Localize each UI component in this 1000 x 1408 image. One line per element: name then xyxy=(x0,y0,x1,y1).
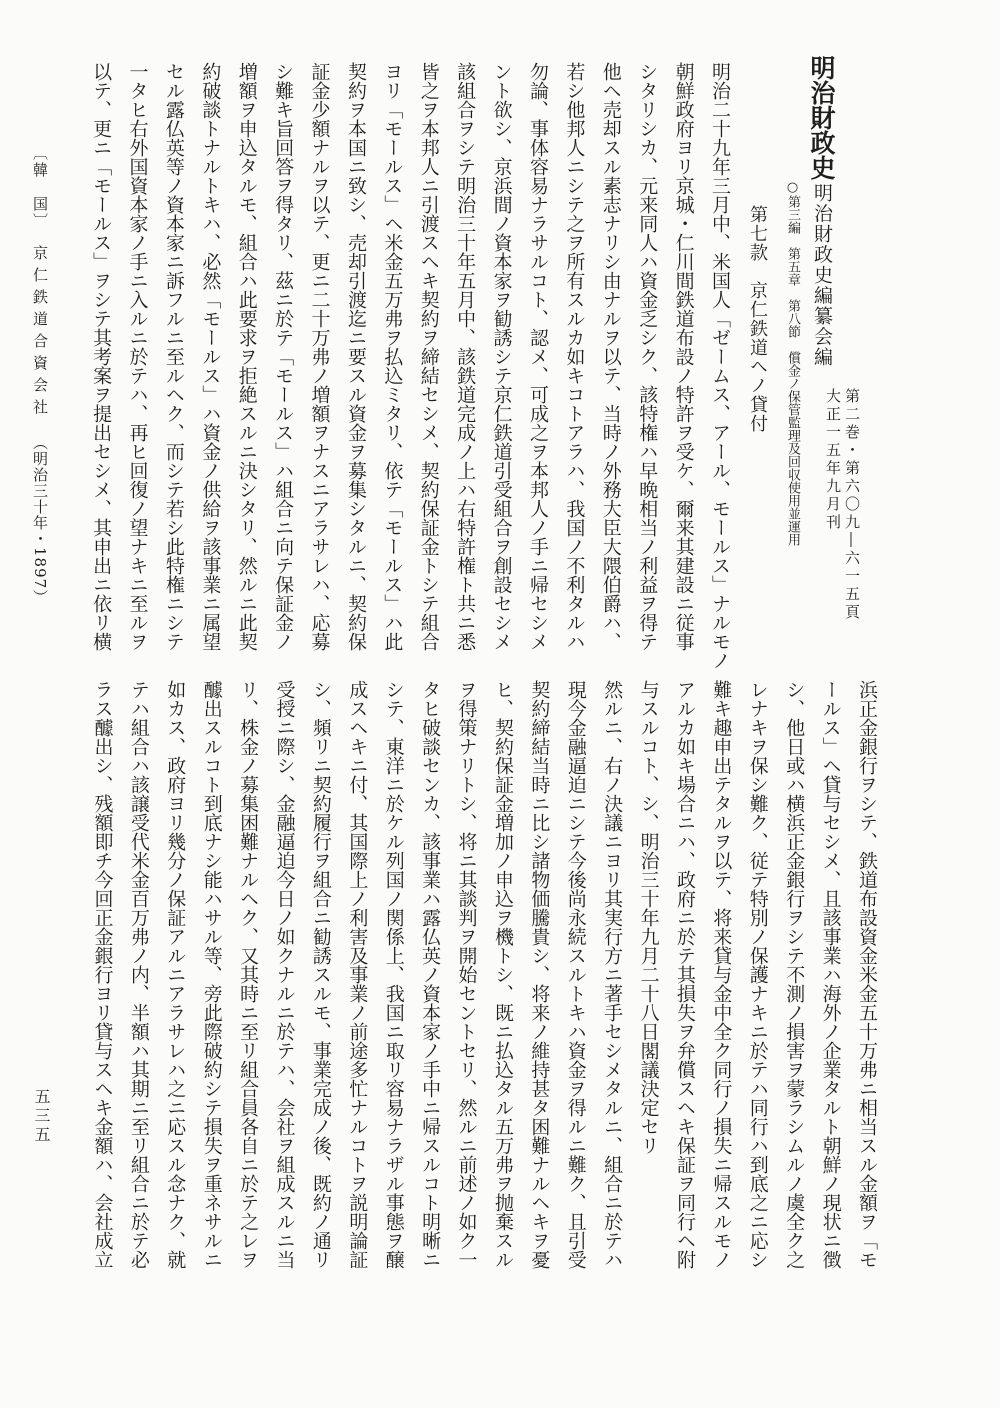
text-column: ント欲シ、京浜間ノ資本家ヲ勧誘シテ京仁鉄道引受組合ヲ創設セシメ xyxy=(490,62,513,651)
margin-note-date: （明治三十年・1897） xyxy=(31,435,49,606)
text-column: ールス」ヘ貸与セシメ、且該事業ハ海外ノ企業タルト朝鮮ノ現状ニ徴 xyxy=(819,680,842,1269)
text-column: ヲ得策ナリトシ、将ニ其談判ヲ開始セントセリ、然ルニ前述ノ如ク一 xyxy=(455,680,478,1269)
upper-text-block xyxy=(82,62,738,670)
margin-note-subject: 京仁鉄道合資会社 xyxy=(31,245,49,421)
text-column: シテ、東洋ニ於ケル列国ノ関係上、我国ニ取リ容易ナラザル事態ヲ醸 xyxy=(382,680,405,1269)
text-column: ヒ、契約保証金増加ノ申込ヲ機トシ、既ニ払込タル五万弗ヲ抛棄スル xyxy=(491,680,514,1269)
section-heading: ○第三編 第五章 第八節 償金ノ保管監理及回収使用並運用 xyxy=(785,180,800,546)
text-column: 然ルニ、右ノ決議ニヨリ其実行方ニ著手セシメタルニ、組合ニ於テハ xyxy=(601,680,624,1269)
text-column: 皆之ヲ本邦人ニ引渡スヘキ契約ヲ締結セシメ、契約保証金トシテ組合 xyxy=(417,62,440,651)
text-column: 与スルコト、シ、明治三十年九月二十八日閣議決定セリ xyxy=(637,680,660,1155)
text-column: 増額ヲ申込タルモ、組合ハ此要求ヲ拒絶スルニ決シタリ、然ルニ此契 xyxy=(235,62,258,651)
source-publication-date: 大正一五年九月刊 xyxy=(824,388,842,532)
text-column: 難キ趣申出テタルヲ以テ、将来貸与金中全ク同行ノ損失ニ帰スルモノ xyxy=(710,680,733,1269)
text-column: レナキヲ保シ難ク、従テ特別ノ保護ナキニ於テハ同行ハ到底之ニ応シ xyxy=(746,680,769,1269)
subsection-heading: 第七款 京仁鉄道ヘノ貸付 xyxy=(747,205,768,433)
text-column: セル露仏英等ノ資本家ニ訴フルニ至ルヘク、而シテ若シ此特権ニシテ xyxy=(162,62,185,651)
text-column: 契約ヲ本国ニ致シ、売却引渡迄ニ要スル資金ヲ募集シタルニ、契約保 xyxy=(344,62,367,651)
text-column: シタリシカ、元来同人ハ資金乏シク、該特権ハ早晩相当ノ利益ヲ得テ xyxy=(636,62,659,651)
text-column: ヨリ「モールス」ヘ米金五万弗ヲ払込ミタリ、依テ「モールス」ハ此 xyxy=(381,62,404,651)
text-column: リ、株金ノ募集困難ナルヘク、又其時ニ至リ組合員各自ニ於テ之レヲ xyxy=(237,680,260,1269)
text-column: シ、頻リニ契約履行ヲ組合ニ勧誘スルモ、事業完成ノ後、既約ノ通リ xyxy=(309,680,332,1269)
text-column: 醵出スルコト到底ナシ能ハサル等、旁此際破約シテ損失ヲ重ネサルニ xyxy=(200,680,223,1269)
text-column: テハ組合ハ該譲受代米金百万弗ノ内、半額ハ其期ニ至リ組合ニ於テ必 xyxy=(127,680,150,1269)
text-column: 受授ニ際シ、金融逼迫今日ノ如クナルニ於テハ、会社ヲ組成スルニ当 xyxy=(273,680,296,1269)
text-column: タヒ破談センカ、該事業ハ露仏英ノ資本家ノ手中ニ帰スルコト明晰ニ xyxy=(419,680,442,1269)
text-column: 若シ他邦人ニシテ之ヲ所有スルカ如キコトアラハ、我国ノ不利タルハ xyxy=(563,62,586,651)
text-column: ラス醵出シ、残額即チ今回正金銀行ヨリ貸与スヘキ金額ハ、会社成立 xyxy=(91,680,114,1269)
source-title: 明治財政史 xyxy=(807,55,836,180)
text-column: 勿論、事体容易ナラサルコト、認メ、可成之ヲ本邦人ノ手ニ帰セシメ xyxy=(526,62,549,651)
page-number: 五三五 xyxy=(32,1088,51,1145)
text-column: 約破談トナルトキハ、必然「モールス」ハ資金ノ供給ヲ該事業ニ属望 xyxy=(199,62,222,651)
text-column: 浜正金銀行ヲシテ、鉄道布設資金米金五十万弗ニ相当スル金額ヲ「モ xyxy=(856,680,878,1269)
text-column: 明治二十九年三月中、米国人「ゼームス、アール、モールス」ナルモノ xyxy=(709,62,731,670)
source-volume-pages: 第二巻・第六〇九―六一五頁 xyxy=(843,388,861,622)
text-column: 契約締結当時ニ比シ諸物価騰貴シ、将来ノ維持甚タ困難ナルヘキヲ憂 xyxy=(528,680,551,1269)
text-column: 証金少額ナルヲ以テ、更ニ二十万弗ノ増額ヲナスニアラサレハ、応募 xyxy=(308,62,331,651)
text-column: 現今金融逼迫ニシテ今後尚永続スルトキハ資金ヲ得ルニ難ク、且引受 xyxy=(564,680,587,1269)
text-column: 如カス、政府ヨリ幾分ノ保証アルニアラサレハ之ニ応スル念ナク、就 xyxy=(164,680,187,1269)
lower-text-block xyxy=(83,680,885,1280)
text-column: 一タヒ右外国資本家ノ手ニ入ルニ於テハ、再ヒ回復ノ望ナキニ至ルヲ xyxy=(126,62,149,651)
margin-note-region: 〔韓 国〕 xyxy=(31,145,49,230)
text-column: アルカ如キ場合ニハ、政府ニ於テ其損失ヲ弁償スヘキ保証ヲ同行ヘ附 xyxy=(673,680,696,1269)
text-column: 朝鮮政府ヨリ京城・仁川間鉄道布設ノ特許ヲ受ケ、爾来其建設ニ従事 xyxy=(672,62,695,651)
text-column: 成スヘキニ付、其国際上ノ利害及事業ノ前途多忙ナルコトヲ説明論証 xyxy=(346,680,369,1269)
text-column: 以テ、更ニ「モールス」ヲシテ其考案ヲ提出セシメ、其申出ニ依リ横 xyxy=(90,62,113,651)
text-column: 他ヘ売却スル素志ナリシ由ナルヲ以テ、当時ノ外務大臣大隈伯爵ハ、 xyxy=(599,62,622,651)
source-editor: 明治財政史編纂会編 xyxy=(811,183,833,368)
text-column: シ、他日或ハ横浜正金銀行ヲシテ不測ノ損害ヲ蒙ラシムルノ虞全ク之 xyxy=(783,680,806,1269)
text-column: 該組合ヲシテ明治三十年五月中、該鉄道完成ノ上ハ右特許権ト共ニ悉 xyxy=(454,62,477,651)
text-column: シ難キ旨回答ヲ得タリ、茲ニ於テ「モールス」ハ組合ニ向テ保証金ノ xyxy=(272,62,295,651)
